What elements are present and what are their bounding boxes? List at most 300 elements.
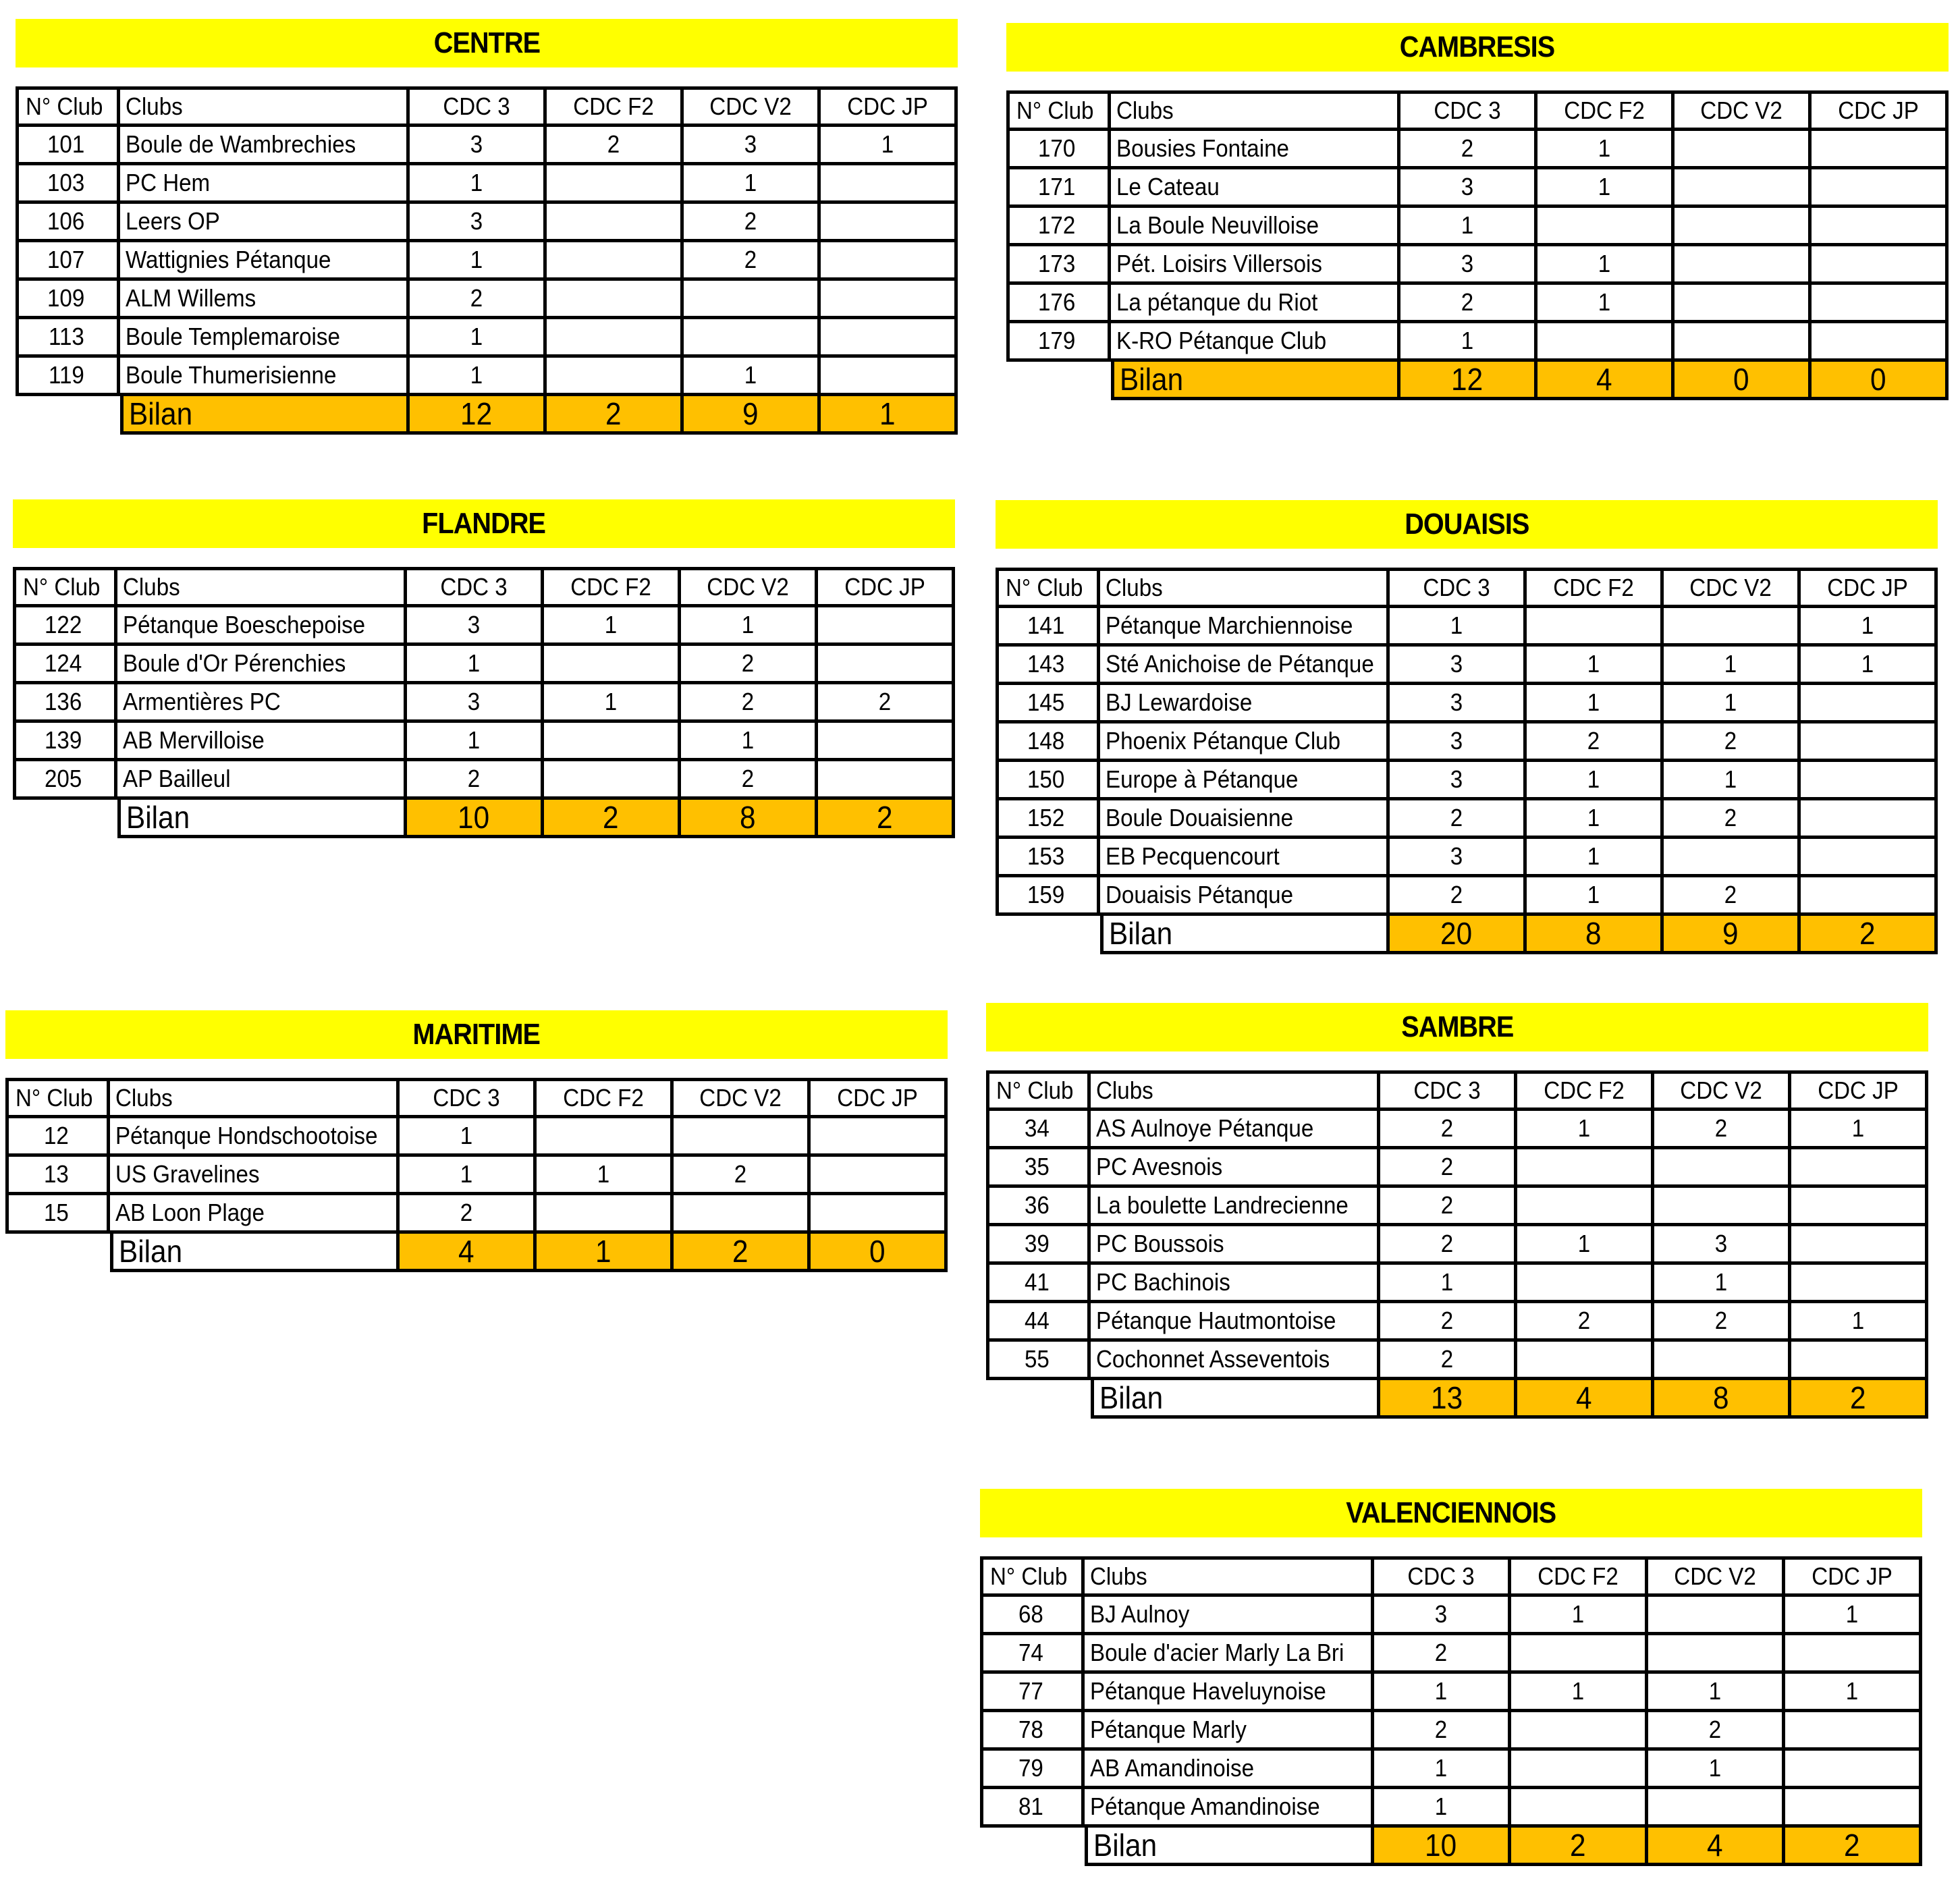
cdc-v2-cell — [684, 281, 821, 319]
bilan-cdc3-cell — [1390, 916, 1527, 954]
club-name-cell — [1100, 608, 1390, 647]
region-title-banner — [16, 19, 958, 67]
cdc3-value: 3 — [1450, 765, 1463, 793]
cdc-v2-cell — [684, 165, 821, 204]
region-title-banner — [986, 1003, 1928, 1051]
cdc-f2-cell — [1517, 1149, 1654, 1188]
bilan-cdc-f2-total: 2 — [1570, 1828, 1586, 1863]
cdc-jp-cell — [1791, 1188, 1928, 1226]
cdc-v2-cell — [684, 358, 821, 396]
cdc-f2-value: 1 — [1577, 1230, 1591, 1257]
cdc3-cell — [1380, 1149, 1517, 1188]
club-number-cell — [986, 1342, 1091, 1380]
club-name: Pétanque Hautmontoise — [1096, 1307, 1336, 1334]
header-label: CDC JP — [847, 92, 928, 120]
cdc-f2-cell — [1511, 1674, 1648, 1712]
bilan-cdc-v2-cell — [674, 1234, 811, 1272]
club-name-cell — [1100, 647, 1390, 685]
header-cdc-v2 — [674, 1078, 811, 1118]
cdc3-cell — [1380, 1188, 1517, 1226]
club-number-cell — [980, 1789, 1085, 1828]
cdc-f2-value: 1 — [1598, 250, 1611, 277]
club-name: Sté Anichoise de Pétanque — [1106, 650, 1374, 678]
cdc3-cell — [1374, 1597, 1511, 1635]
club-number: 141 — [1027, 611, 1065, 639]
cdc-v2-value: 2 — [741, 765, 755, 792]
club-number: 172 — [1038, 211, 1076, 239]
header-cdc-v2 — [1675, 90, 1812, 131]
region-title: FLANDRE — [422, 507, 546, 540]
club-number: 12 — [44, 1122, 70, 1149]
cdc3-cell — [410, 165, 547, 204]
header-label: CDC 3 — [433, 1084, 500, 1112]
header-num-club — [986, 1070, 1091, 1111]
bilan-cdc-jp-cell — [1812, 362, 1949, 400]
cdc3-value: 1 — [1434, 1677, 1448, 1705]
cdc-v2-cell — [681, 607, 818, 646]
club-name: Bousies Fontaine — [1116, 134, 1289, 162]
header-label: CDC 3 — [1423, 574, 1490, 601]
cdc3-cell — [1374, 1712, 1511, 1751]
cdc-jp-value: 1 — [1861, 650, 1874, 678]
club-number: 107 — [47, 246, 85, 273]
bilan-label-cell — [1085, 1828, 1374, 1866]
club-number-cell — [1006, 208, 1111, 246]
club-number: 159 — [1027, 881, 1065, 908]
table-header-row — [1006, 90, 1949, 131]
club-number: 41 — [1025, 1268, 1050, 1296]
cdc-f2-cell — [1517, 1111, 1654, 1149]
header-cdc-f2 — [1527, 568, 1664, 608]
header-cdc-f2 — [1511, 1556, 1648, 1597]
header-clubs — [1111, 90, 1400, 131]
header-label: CDC V2 — [709, 92, 792, 120]
club-name: AP Bailleul — [123, 765, 231, 792]
cdc-jp-cell — [811, 1157, 948, 1195]
club-number-cell — [980, 1635, 1085, 1674]
header-label: CDC V2 — [1674, 1562, 1756, 1590]
header-label: N° Club — [16, 1084, 93, 1112]
table-row — [16, 165, 958, 204]
table-row — [16, 319, 958, 358]
bilan-spacer — [996, 916, 1100, 954]
region-title: CENTRE — [433, 26, 540, 59]
header-num-club — [996, 568, 1100, 608]
club-number-cell — [5, 1195, 110, 1234]
bilan-row — [13, 800, 955, 838]
cdc-jp-cell — [818, 761, 955, 800]
cdc-f2-cell — [1527, 647, 1664, 685]
bilan-cdc-jp-total: 2 — [1859, 916, 1876, 951]
header-label: CDC F2 — [1537, 1562, 1618, 1590]
header-label: Clubs — [123, 573, 180, 601]
club-name: Pét. Loisirs Villersois — [1116, 250, 1322, 277]
bilan-cdc-jp-total: 2 — [877, 800, 893, 835]
club-name-cell — [120, 319, 410, 358]
club-number: 119 — [48, 361, 84, 389]
club-number-cell — [13, 607, 117, 646]
cdc-f2-cell — [547, 242, 684, 281]
club-name-cell — [1111, 323, 1400, 362]
bilan-cdc3-cell — [1374, 1828, 1511, 1866]
cdc-f2-value: 1 — [604, 611, 618, 638]
cdc-jp-value: 1 — [1861, 611, 1874, 639]
table-row — [13, 723, 955, 761]
table-row — [980, 1597, 1922, 1635]
cdc-jp-value: 2 — [878, 688, 892, 715]
cdc3-cell — [407, 646, 544, 684]
header-label: Clubs — [1096, 1076, 1153, 1104]
cdc-v2-cell — [1648, 1674, 1785, 1712]
cdc3-value: 1 — [1440, 1268, 1454, 1296]
cdc-f2-value: 2 — [1577, 1307, 1591, 1334]
table-row — [1006, 208, 1949, 246]
cdc-jp-cell — [818, 607, 955, 646]
table-row — [996, 685, 1938, 723]
club-name: Wattignies Pétanque — [126, 246, 331, 273]
cdc-f2-cell — [1517, 1265, 1654, 1303]
cdc-f2-cell — [1537, 169, 1675, 208]
table-row — [996, 723, 1938, 762]
cdc-f2-cell — [537, 1195, 674, 1234]
cdc-v2-value: 2 — [741, 649, 755, 677]
club-number: 145 — [1027, 688, 1065, 716]
cdc-f2-cell — [1511, 1635, 1648, 1674]
club-name-cell — [1111, 285, 1400, 323]
table-header-row — [5, 1078, 948, 1118]
club-number: 79 — [1018, 1754, 1044, 1782]
cdc-v2-cell — [1654, 1149, 1791, 1188]
region-title: VALENCIENNOIS — [1346, 1496, 1556, 1529]
cdc-f2-cell — [1517, 1188, 1654, 1226]
cdc-jp-value: 1 — [1845, 1600, 1859, 1628]
cdc-v2-cell — [684, 204, 821, 242]
cdc3-value: 2 — [470, 284, 483, 312]
club-number: 170 — [1038, 134, 1076, 162]
header-label: CDC 3 — [1413, 1076, 1481, 1104]
club-number: 15 — [44, 1199, 70, 1226]
cdc-v2-cell — [674, 1118, 811, 1157]
bilan-cdc-v2-total: 4 — [1707, 1828, 1723, 1863]
club-name: Boule Thumerisienne — [126, 361, 337, 389]
club-name: PC Boussois — [1096, 1230, 1224, 1257]
cdc3-value: 3 — [467, 688, 481, 715]
cdc-f2-value: 1 — [1587, 881, 1600, 908]
header-label: CDC 3 — [1407, 1562, 1475, 1590]
bilan-cdc-f2-cell — [1537, 362, 1675, 400]
club-number: 101 — [47, 130, 85, 158]
header-label: CDC JP — [1812, 1562, 1893, 1590]
club-number-cell — [13, 723, 117, 761]
club-number-cell — [986, 1265, 1091, 1303]
header-cdc3 — [1374, 1556, 1511, 1597]
bilan-cdc3-total: 20 — [1440, 916, 1473, 951]
club-number-cell — [996, 647, 1100, 685]
club-name: Pétanque Boeschepoise — [123, 611, 366, 638]
bilan-cdc-f2-total: 4 — [1596, 362, 1612, 397]
header-cdc-v2 — [684, 86, 821, 127]
table-row — [13, 607, 955, 646]
cdc-jp-cell — [821, 204, 958, 242]
cdc-jp-cell — [1791, 1265, 1928, 1303]
header-num-club — [5, 1078, 110, 1118]
cdc3-cell — [410, 281, 547, 319]
region-title-banner — [996, 500, 1938, 549]
club-number: 143 — [1027, 650, 1065, 678]
cdc3-value: 1 — [1450, 611, 1463, 639]
club-name: La Boule Neuvilloise — [1116, 211, 1319, 239]
cdc-jp-cell — [1791, 1226, 1928, 1265]
cdc-v2-cell — [681, 761, 818, 800]
cdc-f2-cell — [544, 607, 681, 646]
club-name-cell — [120, 204, 410, 242]
table-header-row — [13, 567, 955, 607]
bilan-cdc-jp-total: 2 — [1844, 1828, 1860, 1863]
cdc-jp-cell — [1791, 1342, 1928, 1380]
club-name: Boule de Wambrechies — [126, 130, 356, 158]
table-row — [5, 1118, 948, 1157]
club-number: 103 — [47, 169, 85, 196]
cdc-f2-cell — [547, 127, 684, 165]
table-row — [1006, 246, 1949, 285]
table-row — [13, 684, 955, 723]
header-clubs — [110, 1078, 400, 1118]
club-name: Pétanque Amandinoise — [1090, 1793, 1320, 1820]
club-name-cell — [1100, 839, 1390, 877]
bilan-cdc-jp-cell — [821, 396, 958, 435]
cdc-v2-value: 2 — [1714, 1114, 1728, 1142]
header-cdc-jp — [821, 86, 958, 127]
table-header-row — [986, 1070, 1928, 1111]
table-row — [986, 1149, 1928, 1188]
header-cdc3 — [1390, 568, 1527, 608]
header-label: CDC F2 — [573, 92, 654, 120]
cdc-f2-value: 1 — [1587, 688, 1600, 716]
cdc-jp-cell — [1812, 323, 1949, 362]
cdc-f2-cell — [1511, 1751, 1648, 1789]
club-number-cell — [1006, 285, 1111, 323]
table-row — [13, 646, 955, 684]
club-name-cell — [1091, 1149, 1380, 1188]
bilan-cdc-v2-total: 9 — [1722, 916, 1739, 951]
cdc-v2-value: 1 — [744, 361, 757, 389]
cdc-jp-cell — [1801, 723, 1938, 762]
cdc-f2-value: 1 — [1571, 1600, 1585, 1628]
cdc3-value: 1 — [470, 169, 483, 196]
header-label: N° Club — [23, 573, 101, 601]
bilan-cdc-jp-total: 1 — [879, 396, 896, 431]
cdc3-cell — [1400, 208, 1537, 246]
cdc3-cell — [410, 242, 547, 281]
club-name: Douaisis Pétanque — [1106, 881, 1294, 908]
table-row — [980, 1674, 1922, 1712]
club-name: Boule d'acier Marly La Bri — [1090, 1639, 1344, 1666]
header-cdc-f2 — [1537, 90, 1675, 131]
club-number: 148 — [1027, 727, 1065, 755]
cdc-f2-value: 1 — [1598, 134, 1611, 162]
cdc-f2-cell — [537, 1118, 674, 1157]
cdc3-cell — [407, 684, 544, 723]
club-number: 205 — [45, 765, 82, 792]
header-label: CDC F2 — [570, 573, 651, 601]
header-clubs — [1100, 568, 1390, 608]
bilan-spacer — [16, 396, 120, 435]
table-row — [986, 1226, 1928, 1265]
club-name: AB Mervilloise — [123, 726, 265, 754]
club-name-cell — [1091, 1188, 1380, 1226]
header-label: CDC JP — [1818, 1076, 1899, 1104]
cdc-v2-cell — [684, 242, 821, 281]
table-row — [980, 1635, 1922, 1674]
cdc-f2-cell — [1537, 285, 1675, 323]
club-name: PC Bachinois — [1096, 1268, 1230, 1296]
header-num-club — [16, 86, 120, 127]
header-label: CDC 3 — [1434, 97, 1501, 124]
cdc-v2-cell — [1664, 685, 1801, 723]
cdc3-value: 3 — [1461, 173, 1474, 200]
header-clubs — [117, 567, 407, 607]
region-title-banner — [13, 499, 955, 548]
bilan-cdc-v2-total: 9 — [742, 396, 759, 431]
table-row — [5, 1157, 948, 1195]
cdc-jp-cell — [1785, 1597, 1922, 1635]
bilan-cdc-jp-cell — [1801, 916, 1938, 954]
cdc-v2-cell — [681, 723, 818, 761]
cdc-f2-cell — [1511, 1712, 1648, 1751]
header-clubs — [1085, 1556, 1374, 1597]
cdc-v2-cell — [674, 1157, 811, 1195]
club-number: 36 — [1025, 1191, 1050, 1219]
cdc-v2-cell — [1675, 246, 1812, 285]
cdc-f2-value: 1 — [1577, 1114, 1591, 1142]
table-header-row — [16, 86, 958, 127]
cdc-v2-cell — [1664, 877, 1801, 916]
header-cdc-jp — [818, 567, 955, 607]
cdc-f2-cell — [1537, 208, 1675, 246]
club-number-cell — [986, 1149, 1091, 1188]
club-name: Boule d'Or Pérenchies — [123, 649, 346, 677]
bilan-label: Bilan — [126, 800, 190, 835]
cdc-jp-cell — [1801, 762, 1938, 800]
cdc3-cell — [1374, 1789, 1511, 1828]
club-number: 179 — [1038, 327, 1076, 354]
cdc-v2-value: 3 — [744, 130, 757, 158]
cdc3-cell — [1390, 877, 1527, 916]
cdc-f2-value: 2 — [607, 130, 620, 158]
cdc-v2-value: 2 — [744, 207, 757, 235]
cdc-v2-cell — [1675, 323, 1812, 362]
club-name-cell — [1091, 1226, 1380, 1265]
club-number: 34 — [1025, 1114, 1050, 1142]
bilan-cdc-f2-total: 2 — [603, 800, 619, 835]
bilan-row — [986, 1380, 1928, 1419]
cdc-jp-cell — [818, 723, 955, 761]
table-row — [980, 1751, 1922, 1789]
bilan-spacer — [5, 1234, 110, 1272]
cdc-jp-cell — [1791, 1303, 1928, 1342]
header-cdc-jp — [811, 1078, 948, 1118]
bilan-cdc-jp-total: 0 — [869, 1234, 886, 1269]
cdc-jp-value: 1 — [1851, 1114, 1865, 1142]
bilan-row — [16, 396, 958, 435]
club-name-cell — [117, 684, 407, 723]
bilan-cdc-v2-total: 2 — [732, 1234, 748, 1269]
club-number-cell — [996, 608, 1100, 647]
cdc-jp-value: 1 — [881, 130, 894, 158]
cdc-jp-cell — [1801, 839, 1938, 877]
club-number-cell — [1006, 323, 1111, 362]
cdc3-cell — [1400, 323, 1537, 362]
club-name: La pétanque du Riot — [1116, 288, 1318, 316]
table-row — [16, 358, 958, 396]
cdc3-cell — [1374, 1635, 1511, 1674]
table-row — [16, 127, 958, 165]
club-number: 136 — [45, 688, 82, 715]
cdc-f2-cell — [1527, 877, 1664, 916]
cdc3-value: 1 — [470, 323, 483, 350]
bilan-cdc-f2-total: 8 — [1585, 916, 1602, 951]
cdc3-value: 1 — [460, 1160, 473, 1188]
club-number-cell — [986, 1188, 1091, 1226]
table-row — [986, 1188, 1928, 1226]
club-name-cell — [1085, 1674, 1374, 1712]
table-row — [996, 647, 1938, 685]
cdc3-value: 1 — [1434, 1793, 1448, 1820]
cdc-f2-cell — [537, 1157, 674, 1195]
header-num-club — [13, 567, 117, 607]
header-cdc-f2 — [547, 86, 684, 127]
bilan-cdc-jp-total: 0 — [1870, 362, 1886, 397]
club-name-cell — [117, 723, 407, 761]
cdc-jp-cell — [1812, 246, 1949, 285]
club-number-cell — [996, 877, 1100, 916]
cdc-v2-cell — [1664, 762, 1801, 800]
table-row — [986, 1265, 1928, 1303]
bilan-cdc-f2-total: 4 — [1576, 1380, 1592, 1415]
cdc-v2-value: 2 — [734, 1160, 747, 1188]
cdc-f2-cell — [1527, 800, 1664, 839]
cdc-f2-value: 1 — [604, 688, 618, 715]
header-cdc-v2 — [1654, 1070, 1791, 1111]
cdc-v2-cell — [1664, 608, 1801, 647]
header-label: Clubs — [1116, 97, 1174, 124]
cdc-v2-value: 2 — [741, 688, 755, 715]
header-clubs — [120, 86, 410, 127]
table-header-row — [980, 1556, 1922, 1597]
club-number-cell — [996, 839, 1100, 877]
club-number-cell — [16, 281, 120, 319]
cdc3-cell — [1380, 1226, 1517, 1265]
cdc-f2-value: 1 — [1598, 288, 1611, 316]
cdc3-value: 1 — [1461, 211, 1474, 239]
bilan-cdc-f2-cell — [1527, 916, 1664, 954]
cdc3-value: 2 — [1450, 804, 1463, 831]
cdc-jp-cell — [818, 646, 955, 684]
club-number-cell — [980, 1712, 1085, 1751]
cdc-jp-cell — [1801, 608, 1938, 647]
club-number-cell — [16, 242, 120, 281]
region-title-banner — [5, 1010, 948, 1059]
cdc-v2-cell — [1648, 1712, 1785, 1751]
header-cdc-jp — [1791, 1070, 1928, 1111]
cdc-v2-cell — [1675, 169, 1812, 208]
club-number-cell — [1006, 131, 1111, 169]
club-name-cell — [1091, 1342, 1380, 1380]
cdc3-cell — [1380, 1265, 1517, 1303]
region-title: DOUAISIS — [1404, 508, 1529, 541]
table-header-row — [996, 568, 1938, 608]
bilan-label: Bilan — [1109, 916, 1173, 951]
